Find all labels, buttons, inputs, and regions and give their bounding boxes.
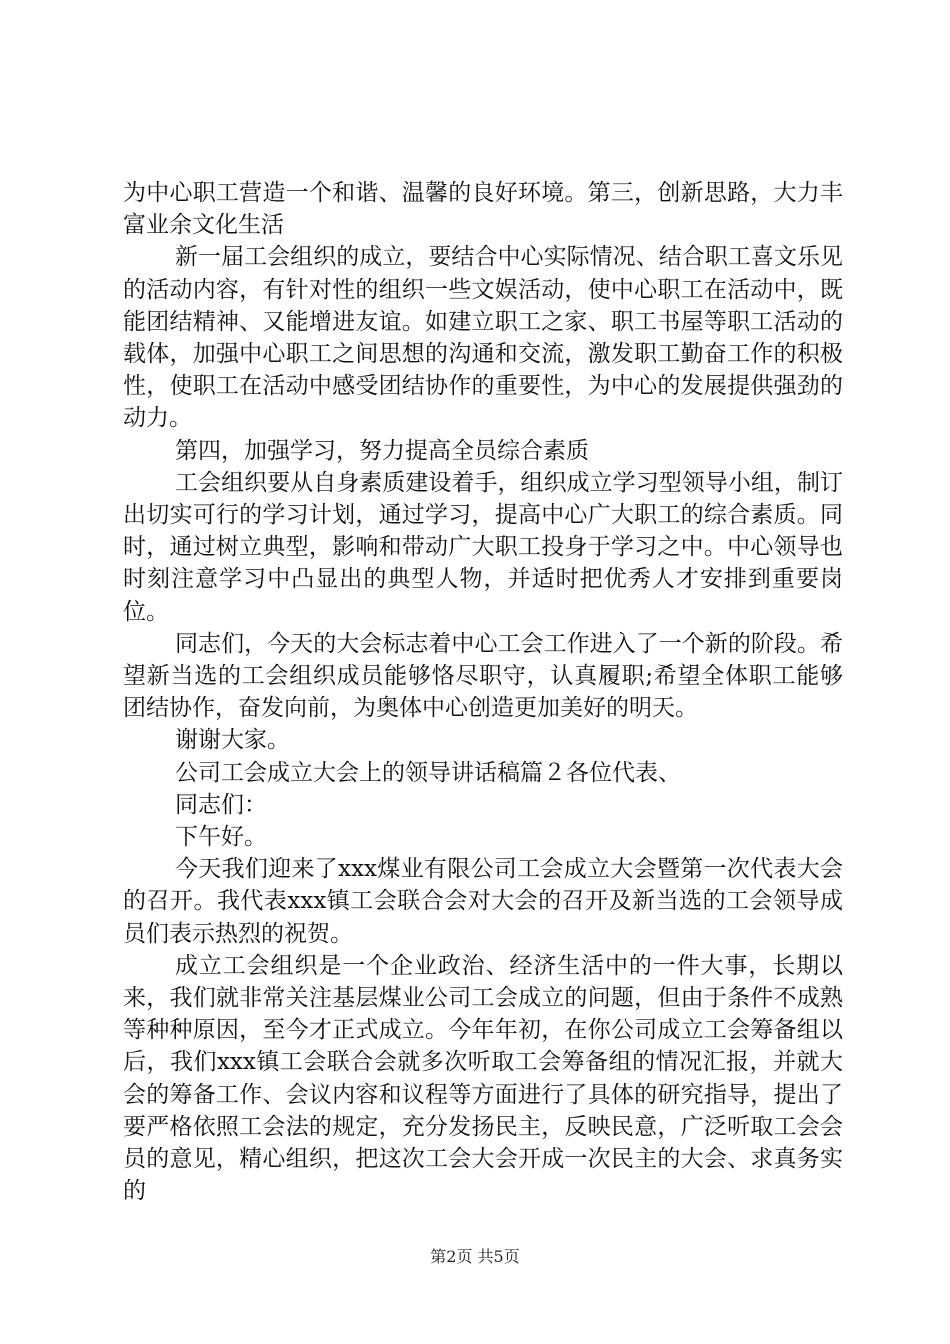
paragraph-9: 下午好。 <box>175 824 267 851</box>
paragraph-8: 同志们： <box>175 791 267 818</box>
paragraph-4: 工会组织要从自身素质建设着手，组织成立学习型领导小组，制订出切实可行的学习计划，通过学习，提高中心广大职工的综合素质。同时，通过树立典型，影响和带动广大职工投身于学习之中。中心领导也时刻注意学习中凸显出的典型人物，并适时把优秀人才安排到重要岗位。 <box>123 469 843 625</box>
paragraph-11: 成立工会组织是一个企业政治、经济生活中的一件大事，长期以来，我们就非常关注基层煤业公司工会成立的问题，但由于条件不成熟等种种原因，至今才正式成立。今年年初，在你公司成立工会筹备组以后，我们xxx镇工会联合会就多次听取工会筹备组的情况汇报，并就大会的筹备工作、会议内容和议程等方面进行了具体的研究指导，提出了要严格依照工会法的规定，充分发扬民主，反映民意，广泛听取工会会员的意见，精心组织，把这次工会大会开成一次民主的大会、求真务实的 <box>123 952 843 1205</box>
paragraph-5: 同志们，今天的大会标志着中心工会工作进入了一个新的阶段。希望新当选的工会组织成员能够恪尽职守，认真履职;希望全体职工能够团结协作，奋发向前，为奥体中心创造更加美好的明天。 <box>123 630 843 722</box>
paragraph-10: 今天我们迎来了xxx煤业有限公司工会成立大会暨第一次代表大会的召开。我代表xxx镇工会联合会对大会的召开及新当选的工会领导成员们表示热烈的祝贺。 <box>123 856 843 947</box>
paragraph-3: 第四，加强学习，努力提高全员综合素质 <box>175 437 589 464</box>
paragraph-1: 为中心职工营造一个和谐、温馨的良好环境。第三，创新思路，大力丰富业余文化生活 <box>123 180 843 239</box>
page-footer: 第2页 共5页 <box>430 1247 520 1266</box>
paragraph-6: 谢谢大家。 <box>175 727 290 754</box>
document-body <box>123 177 843 1208</box>
paragraph-7: 公司工会成立大会上的领导讲话稿篇２各位代表、 <box>175 759 681 786</box>
paragraph-2: 新一届工会组织的成立，要结合中心实际情况、结合职工喜文乐见的活动内容，有针对性的组织一些文娱活动，使中心职工在活动中，既能团结精神、又能增进友谊。如建立职工之家、职工书屋等职工活动的载体，加强中心职工之间思想的沟通和交流，激发职工勤奋工作的积极性，使职工在活动中感受团结协作的重要性，为中心的发展提供强劲的动力。 <box>123 244 843 432</box>
